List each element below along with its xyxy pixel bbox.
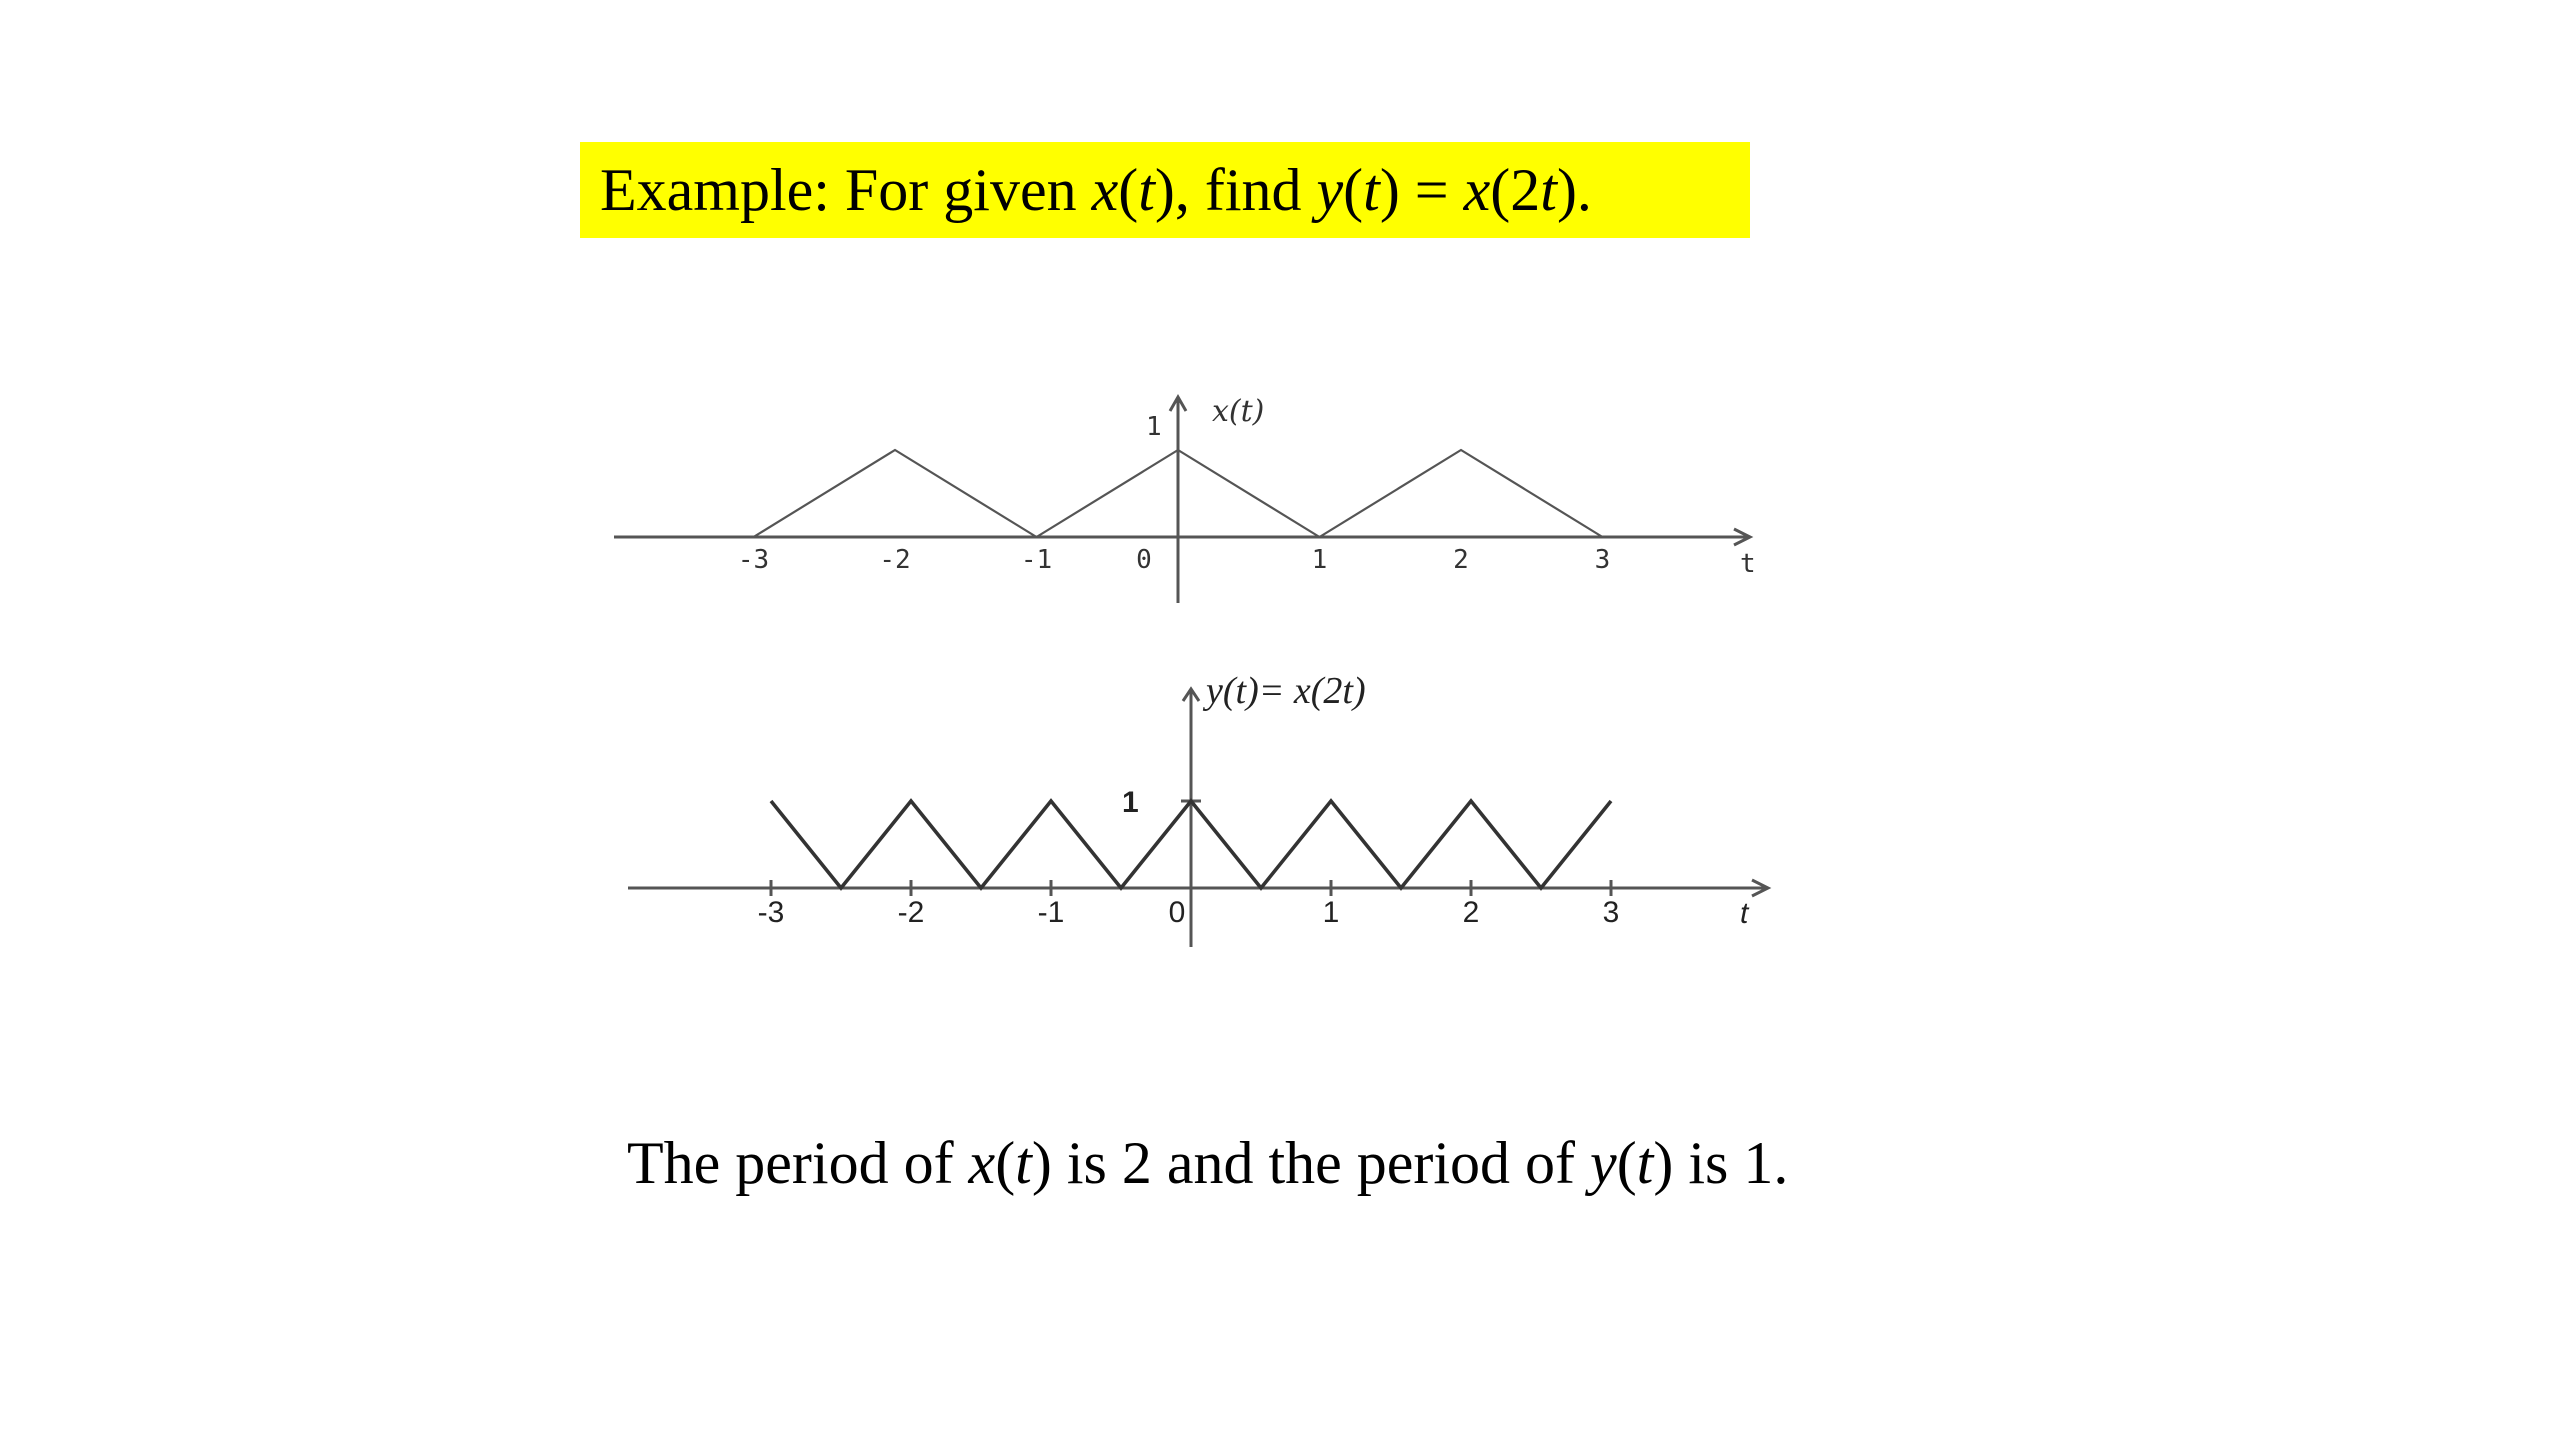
caption-part-2: ) is 2 and the period of bbox=[1031, 1130, 1591, 1196]
title-eq: ) = bbox=[1379, 157, 1464, 223]
title-paren: ( bbox=[1118, 157, 1139, 223]
signal-x-label: x(t) bbox=[1212, 394, 1265, 429]
title-end: ). bbox=[1556, 157, 1592, 223]
caption-x: x bbox=[968, 1130, 996, 1196]
signal-y-label: y(t)= x(2t) bbox=[1206, 670, 1366, 712]
title-banner bbox=[580, 142, 1750, 238]
plot-y-of-t bbox=[600, 665, 1780, 975]
x-tick-label: -2 bbox=[879, 545, 911, 575]
caption-part-3: ) is 1. bbox=[1653, 1130, 1789, 1196]
x-tick-label: 2 bbox=[1453, 545, 1469, 575]
title-text bbox=[600, 152, 1592, 228]
title-x2: x bbox=[1463, 157, 1491, 223]
title-paren-2: ( bbox=[1343, 157, 1364, 223]
title-t: t bbox=[1138, 157, 1155, 223]
caption-paren-2: ( bbox=[1616, 1130, 1637, 1196]
y-tick-one: 1 bbox=[1122, 786, 1139, 819]
x-tick-label: 0 bbox=[1136, 545, 1152, 575]
x-tick-label: -1 bbox=[1020, 545, 1053, 575]
caption-t: t bbox=[1015, 1130, 1032, 1196]
title-2: (2 bbox=[1490, 157, 1541, 223]
caption-y: y bbox=[1590, 1130, 1617, 1196]
x-tick-label: -1 bbox=[1037, 896, 1065, 929]
x-tick-label: -2 bbox=[897, 896, 925, 929]
x-tick-label: 0 bbox=[1168, 896, 1186, 929]
caption-paren: ( bbox=[995, 1130, 1016, 1196]
x-tick-label: 3 bbox=[1602, 896, 1620, 929]
x-tick-label: 2 bbox=[1462, 896, 1480, 929]
x-tick-label: -3 bbox=[737, 545, 770, 575]
title-y: y bbox=[1316, 157, 1344, 223]
caption bbox=[627, 1125, 1788, 1201]
title-t-3: t bbox=[1540, 157, 1557, 223]
x-tick-label: 1 bbox=[1311, 545, 1328, 575]
caption-part-1: The period of bbox=[627, 1130, 969, 1196]
t-axis-label: t bbox=[1740, 897, 1749, 930]
y-tick-one: 1 bbox=[1146, 412, 1162, 442]
t-axis-label: t bbox=[1740, 549, 1756, 579]
x-tick-labels bbox=[758, 896, 1620, 929]
x-tick-label: 3 bbox=[1594, 545, 1611, 575]
title-prefix: Example: For given bbox=[600, 157, 1092, 223]
x-tick-label: -3 bbox=[757, 896, 785, 929]
title-t-2: t bbox=[1363, 157, 1380, 223]
x-tick-label: 1 bbox=[1322, 896, 1340, 929]
title-x: x bbox=[1091, 157, 1119, 223]
plot-x-of-t bbox=[600, 385, 1780, 625]
x-tick-labels bbox=[738, 545, 1610, 575]
title-mid: ), find bbox=[1154, 157, 1317, 223]
caption-t-2: t bbox=[1636, 1130, 1654, 1196]
